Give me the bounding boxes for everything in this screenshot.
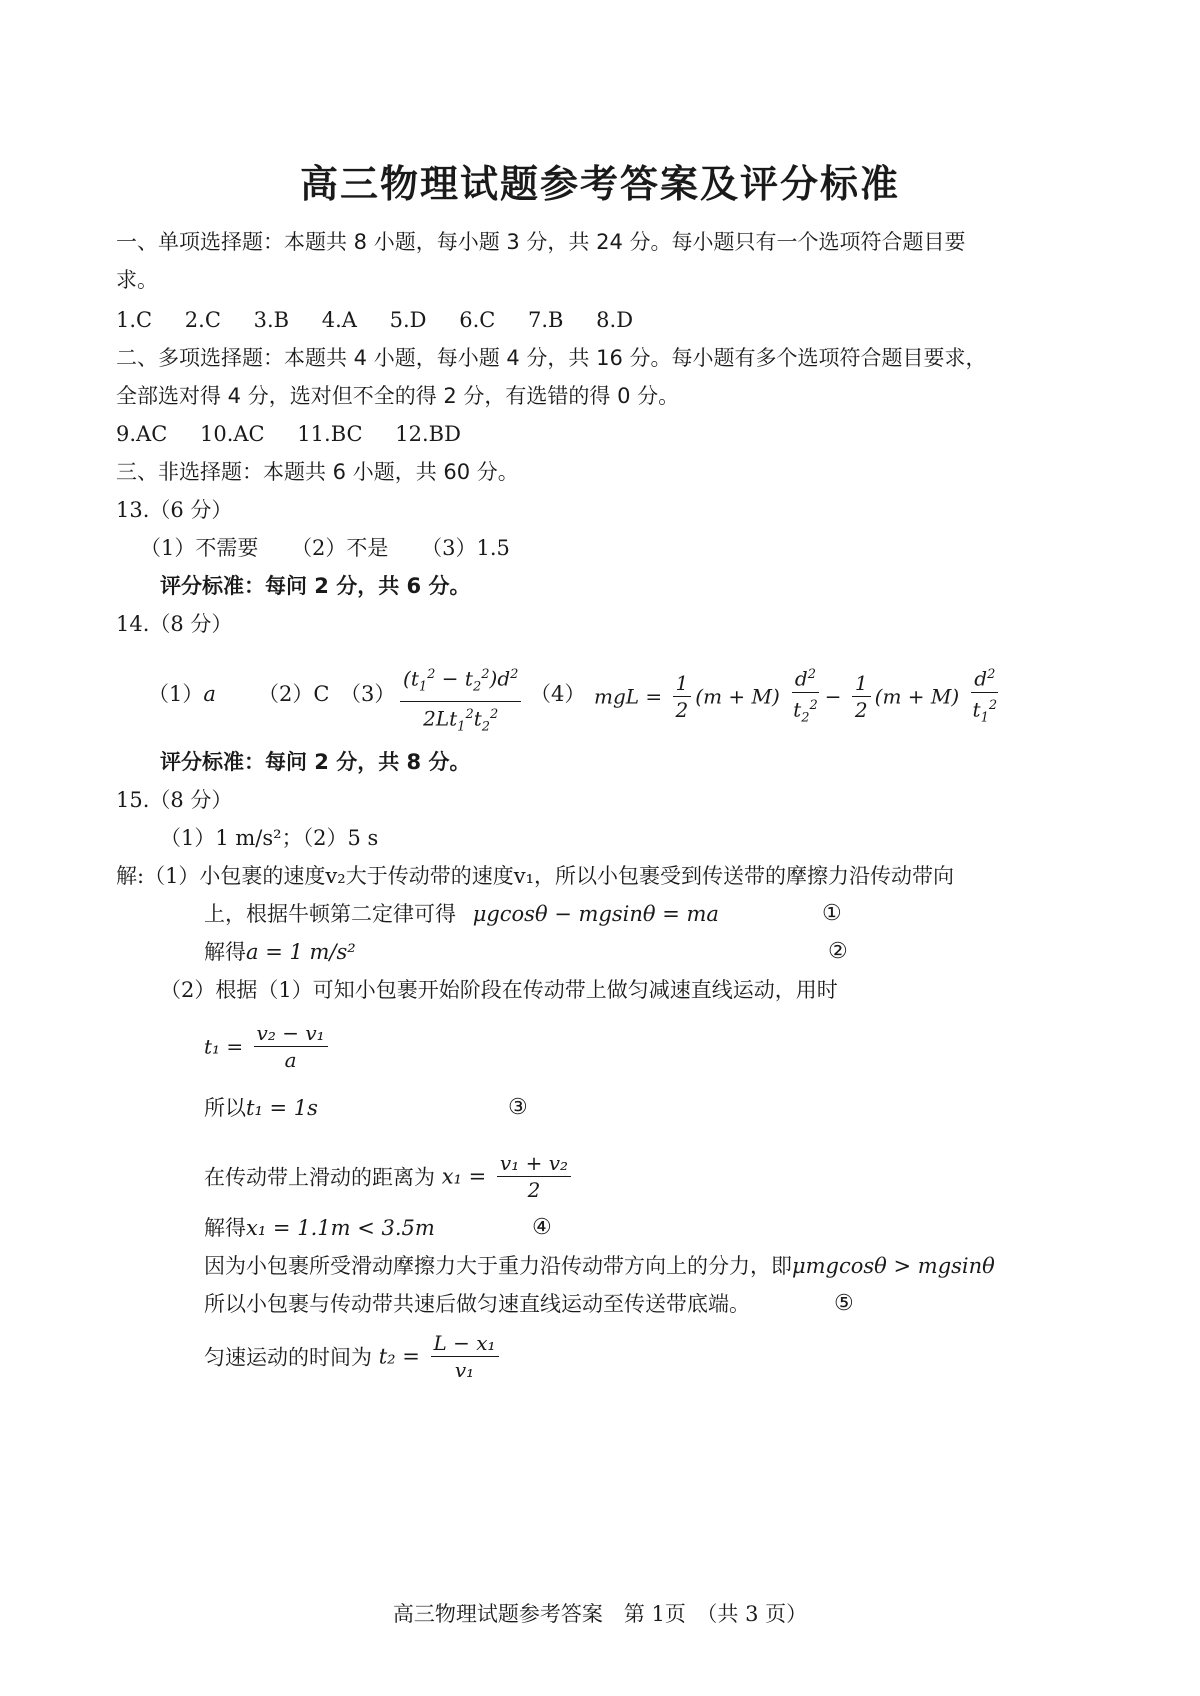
q15-because-text: 因为小包裹所受滑动摩擦力大于重力沿传动带方向上的分力，即 bbox=[204, 1254, 792, 1278]
q15-x1-solve-text: 解得 bbox=[204, 1216, 246, 1240]
section1-answers bbox=[116, 306, 633, 334]
q15-x1-formula bbox=[204, 1150, 575, 1203]
q15-eq1: μgcosθ − mgsinθ = ma bbox=[472, 902, 719, 926]
page-footer: 高三物理试题参考答案 第 1页 （共 3 页） bbox=[392, 1602, 808, 1626]
q15-so-text: 所以 bbox=[204, 1096, 246, 1120]
q14-part4-label: （4） bbox=[530, 682, 586, 706]
q14-part1-label: （1） bbox=[148, 682, 204, 706]
mark-4: ④ bbox=[532, 1215, 552, 1240]
q15-answers: （1）1 m/s²；（2）5 s bbox=[160, 826, 379, 850]
t1-denominator: a bbox=[284, 1048, 297, 1072]
section1-line1: 一、单项选择题：本题共 8 小题，每小题 3 分，共 24 分。每小题只有一个选项符合题目要 bbox=[116, 230, 966, 254]
mark-5: ⑤ bbox=[834, 1291, 854, 1316]
answer-10: 10.AC bbox=[199, 422, 265, 446]
answer-5: 5.D bbox=[389, 308, 427, 332]
section1-line2: 求。 bbox=[116, 268, 158, 292]
q15-solution-line2 bbox=[204, 900, 719, 928]
t1-value: t₁ = 1s bbox=[246, 1096, 318, 1120]
q14-part2: （2）C bbox=[258, 682, 330, 706]
x1-result: x₁ = 1.1m < 3.5m bbox=[246, 1216, 435, 1240]
q14-heading: 14.（8 分） bbox=[116, 612, 233, 636]
q15-t1-value-line bbox=[204, 1094, 318, 1122]
q15-uniform-text: 匀速运动的时间为 bbox=[204, 1345, 372, 1370]
mark-3: ③ bbox=[508, 1095, 528, 1120]
t2-label: t₂ = bbox=[378, 1344, 420, 1369]
answer-11: 11.BC bbox=[297, 422, 363, 446]
q14-part3-formula: $\frac{(t_1^2 - t_2^2)d^2}{2Lt_1^2t_2^2}$ bbox=[396, 662, 525, 740]
q15-because-line bbox=[204, 1252, 995, 1280]
section3-line: 三、非选择题：本题共 6 小题，共 60 分。 bbox=[116, 460, 519, 484]
q15-part2-line: （2）根据（1）可知小包裹开始阶段在传动带上做匀减速直线运动，用时 bbox=[160, 978, 838, 1002]
q13-heading: 13.（6 分） bbox=[116, 498, 233, 522]
q15-solution-line1: 解:（1）小包裹的速度v₂大于传动带的速度v₁，所以小包裹受到传送带的摩擦力沿传动带向 bbox=[116, 864, 954, 888]
x1-label: x₁ = bbox=[441, 1164, 487, 1189]
q15-eq2: a = 1 m/s² bbox=[246, 940, 356, 964]
q15-solution-line3 bbox=[204, 938, 356, 966]
q15-distance-text: 在传动带上滑动的距离为 bbox=[204, 1165, 435, 1190]
q13-score: 评分标准：每问 2 分，共 6 分。 bbox=[160, 574, 471, 598]
q15-t1-formula bbox=[204, 1020, 332, 1073]
answer-4: 4.A bbox=[321, 308, 357, 332]
answer-12: 12.BD bbox=[395, 422, 461, 446]
answer-8: 8.D bbox=[596, 308, 634, 332]
q14-part1 bbox=[148, 680, 216, 708]
q13-answer-3: （3）1.5 bbox=[421, 536, 510, 560]
q15-t2-formula bbox=[204, 1330, 503, 1383]
q15-solve-text: 解得 bbox=[204, 940, 246, 964]
section2-answers bbox=[116, 420, 461, 448]
answer-1: 1.C bbox=[116, 308, 153, 332]
answer-2: 2.C bbox=[184, 308, 221, 332]
mark-1: ① bbox=[822, 901, 842, 926]
q15-newton-text: 上，根据牛顿第二定律可得 bbox=[204, 902, 456, 926]
q13-answer-2: （2）不是 bbox=[291, 536, 389, 560]
answer-6: 6.C bbox=[459, 308, 496, 332]
q15-x1-result-line bbox=[204, 1214, 435, 1242]
q14-part1-value: a bbox=[203, 682, 216, 706]
mark-2: ② bbox=[828, 939, 848, 964]
q14-part4-formula: mgL = $\frac{1}{2}$ (m + M) $\frac{d^2}{t_2^2}$ − $\frac{1}{2}$ (m + M) $\frac{d^2}{t_1^2}$ bbox=[594, 662, 1004, 731]
q15-heading: 15.（8 分） bbox=[116, 788, 233, 812]
t1-numerator: v₂ − v₁ bbox=[254, 1020, 328, 1047]
t1-label: t₁ = bbox=[204, 1034, 244, 1059]
answer-9: 9.AC bbox=[116, 422, 168, 446]
x1-numerator: v₁ + v₂ bbox=[497, 1150, 571, 1177]
t2-denominator: v₁ bbox=[454, 1358, 475, 1382]
q13-answer-1: （1）不需要 bbox=[140, 536, 259, 560]
x1-denominator: 2 bbox=[527, 1178, 541, 1202]
t2-numerator: L − x₁ bbox=[431, 1330, 499, 1357]
q13-answers bbox=[140, 534, 510, 562]
section2-line1: 二、多项选择题：本题共 4 小题，每小题 4 分，共 16 分。每小题有多个选项符合题目要求， bbox=[116, 346, 987, 370]
section2-line2: 全部选对得 4 分，选对但不全的得 2 分，有选错的得 0 分。 bbox=[116, 384, 680, 408]
q15-then-line: 所以小包裹与传动带共速后做匀速直线运动至传送带底端。 bbox=[204, 1292, 750, 1316]
q15-because-eq: μmgcosθ > mgsinθ bbox=[792, 1254, 995, 1278]
q14-score: 评分标准：每问 2 分，共 8 分。 bbox=[160, 750, 471, 774]
page-title: 高三物理试题参考答案及评分标准 bbox=[299, 162, 900, 206]
answer-7: 7.B bbox=[528, 308, 564, 332]
q14-part3-label: （3） bbox=[340, 682, 396, 706]
answer-3: 3.B bbox=[253, 308, 290, 332]
